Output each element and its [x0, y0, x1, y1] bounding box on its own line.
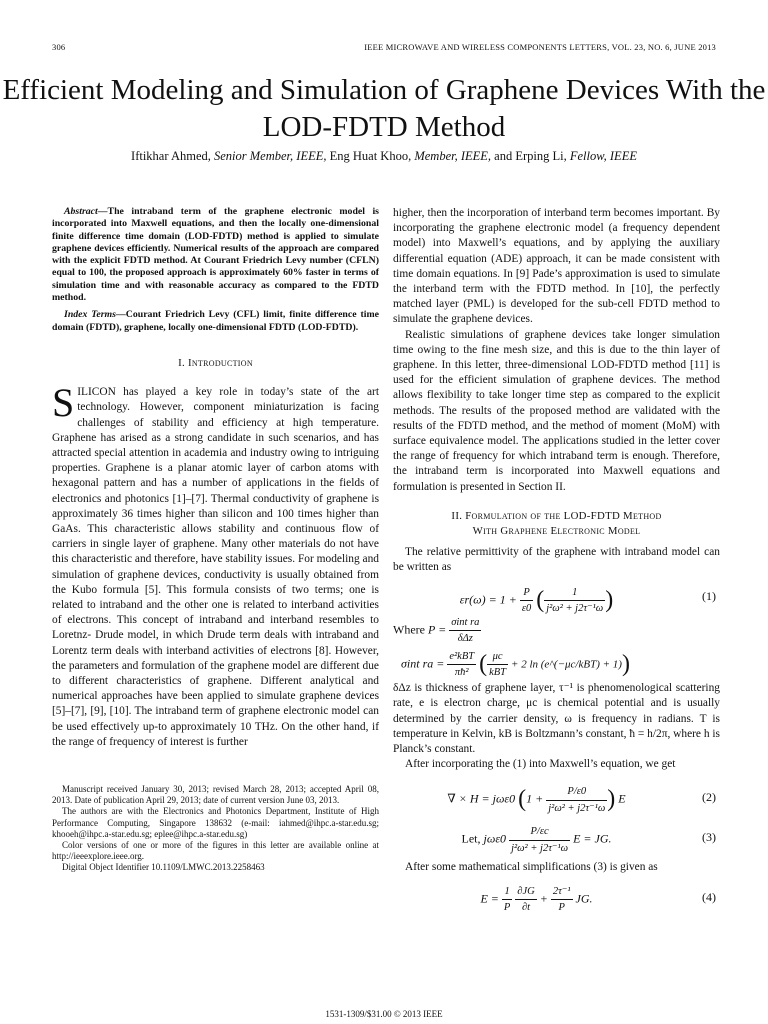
index-terms [52, 309, 379, 334]
eq4-b-denominator: ∂t [521, 901, 531, 913]
eq4-tail: JG. [575, 891, 593, 906]
sigma-denominator: πħ² [454, 667, 469, 679]
right-paragraph-3: The relative permittivity of the graphene with intraband model can be written as [393, 545, 720, 574]
left-column [52, 206, 379, 874]
footnote-color: Color versions of one or more of the figures in this letter are available online at http://ieeexplore.ieee.org. [52, 840, 379, 862]
equation-4: E = $\frac{1}{P}$ $\frac{\partial JG}{\partial t}$ + $\frac{\text{2τ⁻¹}}{P}$ JG. (4) [393, 880, 720, 914]
paper-title: Efficient Modeling and Simulation of Graphene Devices With the LOD-FDTD Method [2, 74, 766, 143]
p-lhs: P = [427, 622, 447, 637]
drop-cap: S [52, 380, 75, 426]
eq2-e: E [618, 791, 626, 806]
eq2-denominator: j²ω² + j2τ⁻¹ω [548, 802, 606, 814]
abstract-label: Abstract— [64, 206, 108, 217]
section-2-title [393, 509, 720, 539]
eq4-lhs: E = [480, 891, 499, 906]
author-3: and Erping Li, [494, 149, 567, 163]
abstract [52, 206, 379, 304]
eq2-one: 1 + [526, 791, 544, 806]
author-3-role: Fellow, IEEE [569, 149, 637, 163]
footnote-manuscript: Manuscript received January 30, 2013; revised March 28, 2013; accepted April 08, 2013. Date of publication April 29, 2013; date of current version June 03, 2013. [52, 784, 379, 806]
intro-text: ILICON has played a key role in today’s state of the art technology. However, component miniaturization is facing challenges of stability and efficiency at high temperature. Graphene has arised as a strong candidate in such scenarios, and has attracted special attention in academia and industry owing to intriguing properties. Graphene is a planar atomic layer of carbon atoms with hexagonal pattern and has a number of applications in the fields of electronics and photonics [1]–[7]. Thermal conductivity of graphene is approximately 36 times higher than silicon and 100 times higher than GaAs. This characteristic allows stability and continuous flow of carriers in single layer of graphene. Many other materials do not have this characteristic and therefore, have stability issues. For modeling and simulation of graphene devices, conductivity is usually obtained from the Kubo formula [5]. This formula consists of two terms; one is related to intraband and the other one is related to interband activities of electrons. This concept of intraband and interband resembles to Loretnz- Drude model, in which Drude term deals with intraband and Lorentz term deals with interband activities of electrons [8]. However, the parameters and formulation of the graphene model are different due to different characteristics of graphene. Different analytical and numerical approaches have been applied to simulate graphene devices [5]–[7], [9], [10]. The intraband term of graphene electronic model can be used effectively up-to approximately 10 THz. On the other hand, if the range of frequency of interest is further [52, 386, 379, 748]
section-2-title-line-2: With Graphene Electronic Model [472, 524, 641, 537]
sigma-numerator: e²kBT [447, 649, 476, 665]
index-terms-text: Courant Friedrich Levy (CFL) limit, finite difference time domain (FDTD), graphene, locally one-dimensional FDTD (LOD-FDTD). [52, 309, 379, 333]
author-2-role: Member, IEEE, [414, 149, 492, 163]
equation-p-definition [393, 613, 720, 645]
right-paragraph-6: After some mathematical simplifications (3) is given as [405, 861, 658, 874]
equation-sigma: σint ra = $\frac{\text{e²kBT}}{\text{πħ²}}$ ( $\frac{\mu c}{\text{kBT}}$ + 2 ln (e^(−μc/kBT) + 1)) [393, 643, 720, 677]
right-column [393, 206, 720, 918]
eq4-b-numerator: ∂JG [515, 884, 536, 900]
eq3-denominator: j²ω² + j2τ⁻¹ω [511, 842, 569, 854]
eq3-numerator: P/εc [509, 824, 570, 840]
let-label: Let, [461, 831, 481, 846]
eq4-a-denominator: P [503, 901, 511, 913]
intro-paragraph [52, 380, 379, 750]
right-paragraph-1: higher, then the incorporation of interband term becomes important. By incorporating the graphene electronic model (a frequency dependent model) into Maxwell’s equations, and by applying the auxiliary differential equation (ADE) approach, it can be made consistent with time domain equations. In [9] Pade’s approximation is used to simulate the interband term with the FDTD method. In [10], the perfectly matched layer (PML) is developed for the sub-cell FDTD method to simulate the graphene devices. [393, 207, 720, 326]
sigma-kbt: kBT [489, 667, 507, 679]
eq4-c-denominator: P [558, 901, 565, 913]
footnote-affiliation: The authors are with the Electronics and Photonics Department, Institute of High Performance Computing, Singapore 138632 (e-mail: iahmed@ihpc.a-star.edu.sg; khooeh@ihpc.a-star.edu.sg; eplee@ihpc.a-star.edu.sg) [52, 806, 379, 839]
index-terms-label: Index Terms— [64, 309, 126, 321]
eq1-number: (1) [702, 589, 716, 604]
eq2-numerator: P/ε0 [546, 784, 607, 800]
eq3-rhs: E = JG. [573, 831, 612, 846]
eq1-lhs: εr(ω) = 1 + [459, 592, 517, 607]
eq2-lhs: ∇ × H = jωε0 [447, 791, 516, 806]
p-denominator: δΔz [457, 633, 473, 645]
eq1-numerator: 1 [544, 585, 605, 601]
equation-2: ∇ × H = jωε0 (1 + $\frac{P/\varepsilon 0}{\text{j²ω² + j2τ⁻¹ω}}$ ) E (2) [393, 776, 720, 816]
sigma-mu: μc [487, 649, 508, 665]
eq4-a-numerator: 1 [502, 884, 512, 900]
right-paragraph-2: Realistic simulations of graphene devices take longer simulation time owing to the fine mesh size, and this is due to the thin layer of graphene. In this letter, three-dimensional LOD-FDTD method [11] is used for the efficient simulation of graphene devices. The method allows flexibility to take longer time step as compared to the explicit methods. The results of the proposed method are validated with the results of the FDTD method, and the method of moment (MoM) with surface equivalence model. The applications studied in the letter cover the range of frequency for which intraband term is enough. Therefore, the intraband term is incorporated into Maxwell equations and formulation is presented in Section II. [393, 328, 720, 493]
eq3-number: (3) [702, 830, 716, 845]
sigma-lhs: σint ra = [401, 656, 445, 671]
footnotes [52, 784, 379, 874]
author-2: Eng Huat Khoo, [329, 149, 412, 163]
author-1: Iftikhar Ahmed, [131, 149, 211, 163]
sigma-log-term: + 2 ln (e^(−μc/kBT) + 1) [511, 658, 622, 671]
page-number: 306 [52, 42, 66, 52]
right-paragraph-4: δΔz is thickness of graphene layer, τ⁻¹ is phenomenological scattering rate, e is electron charge, μc is chemical potential and is usually determined by the carrier density, ω is frequency in radians. T is temperature in Kelvin, kB is Boltzmann’s constant, ħ = h/2π, where h is Planck’s constant. [393, 682, 720, 756]
eq1-p: P [520, 585, 533, 601]
p-numerator: σint ra [449, 615, 481, 631]
equation-3 [393, 820, 720, 856]
copyright-footer: 1531-1309/$31.00 © 2013 IEEE [325, 1009, 443, 1019]
where-label: Where [393, 622, 425, 637]
eq4-c-numerator: 2τ⁻¹ [551, 884, 573, 900]
eq3-lhs: jωε0 [483, 831, 507, 846]
eq1-eps0: ε0 [521, 603, 532, 615]
equation-1: εr(ω) = 1 + $\frac{P}{\varepsilon 0}$ ( $\frac{1}{\text{j²ω² + j2τ⁻¹ω}}$ ) (1) [393, 579, 720, 613]
right-paragraph-5: After incorporating the (1) into Maxwell’s equation, we get [405, 758, 676, 771]
section-1-title: I. Introduction [178, 356, 253, 369]
footnote-doi: Digital Object Identifier 10.1109/LMWC.2013.2258463 [62, 862, 265, 873]
abstract-text: The intraband term of the graphene electronic model is incorporated into Maxwell equations, and then the locally one-dimensional finite difference time domain (LOD-FDTD) method is applied to simulate graphene devices efficiently. Numerical results of the approach are compared with the explicit FDTD method. At Courant Friedrich Levy number (CFLN) equal to 100, the proposed approach is approximately 60% faster in terms of simulation time and with reasonable accuracy as compared to the FDTD method. [52, 206, 379, 304]
author-1-role: Senior Member, IEEE, [214, 149, 327, 163]
section-2-title-line-1: II. Formulation of the LOD-FDTD Method [451, 509, 662, 522]
eq2-number: (2) [702, 790, 716, 805]
journal-header: IEEE MICROWAVE AND WIRELESS COMPONENTS LETTERS, VOL. 23, NO. 6, JUNE 2013 [364, 42, 716, 52]
eq4-number: (4) [702, 889, 716, 904]
author-list [0, 149, 768, 164]
eq1-denominator: j²ω² + j2τ⁻¹ω [546, 603, 604, 615]
